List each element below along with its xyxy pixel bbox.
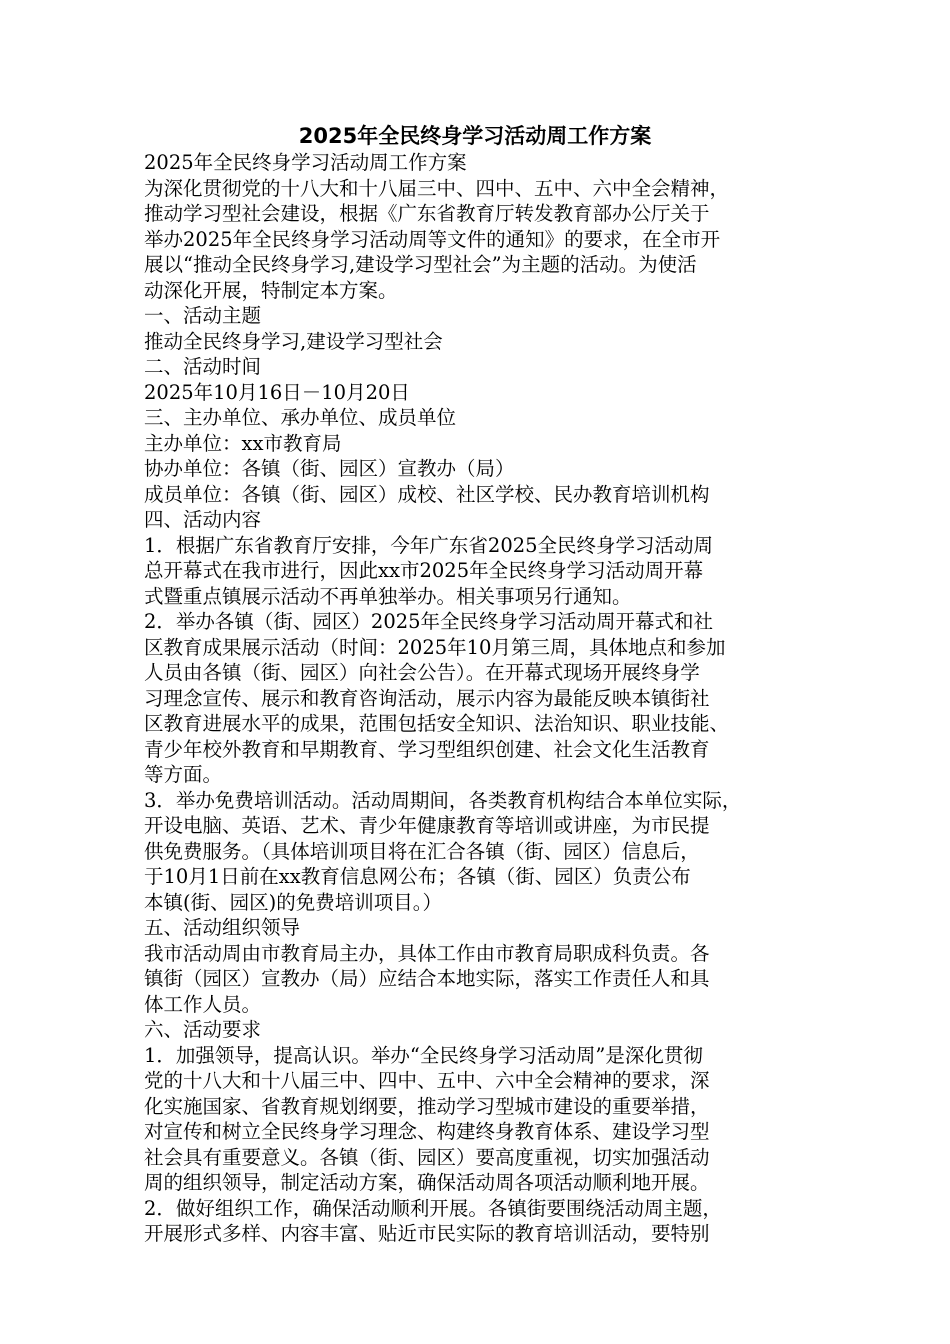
body-line: 镇街（园区）宣教办（局）应结合本地实际，落实工作责任人和具: [144, 967, 710, 990]
body-line: 2．举办各镇（街、园区）2025年全民终身学习活动周开幕式和社: [144, 610, 714, 633]
body-line: 党的十八大和十八届三中、四中、五中、六中全会精神的要求，深: [144, 1069, 710, 1092]
body-line: 三、主办单位、承办单位、成员单位: [144, 406, 457, 429]
body-line: 协办单位：各镇（街、园区）宣教办（局）: [144, 457, 515, 480]
body-line: 五、活动组织领导: [144, 916, 301, 939]
body-line: 推动全民终身学习,建设学习型社会: [144, 329, 443, 353]
body-line: 我市活动周由市教育局主办，具体工作由市教育局职成科负责。各: [144, 941, 710, 965]
body-line: 体工作人员。: [144, 992, 262, 1016]
body-line: 一、活动主题: [144, 304, 262, 327]
body-line: 区教育进展水平的成果，范围包括安全知识、法治知识、职业技能、: [144, 712, 730, 735]
body-line: 2025年10月16日－10月20日: [144, 380, 410, 404]
body-line: 于10月1日前在xx教育信息网公布；各镇（街、园区）负责公布: [144, 865, 691, 888]
body-line: 人员由各镇（街、园区）向社会公告）。在开幕式现场开展终身学: [144, 661, 700, 684]
body-line: 主办单位：xx市教育局: [144, 431, 342, 455]
body-line: 2025年全民终身学习活动周工作方案: [144, 151, 467, 174]
body-line: 2．做好组织工作，确保活动顺利开展。各镇街要围绕活动周主题，: [144, 1196, 722, 1220]
body-line: 式暨重点镇展示活动不再单独举办。相关事项另行通知。: [144, 584, 632, 608]
document-title: 2025年全民终身学习活动周工作方案: [298, 124, 652, 148]
body-line: 总开幕式在我市进行，因此xx市2025年全民终身学习活动周开幕: [144, 559, 704, 582]
body-line: 1．根据广东省教育厅安排，今年广东省2025全民终身学习活动周: [144, 533, 714, 557]
body-line: 化实施国家、省教育规划纲要，推动学习型城市建设的重要举措，: [144, 1094, 710, 1118]
body-line: 开展形式多样、内容丰富、贴近市民实际的教育培训活动，要特别: [144, 1222, 710, 1245]
body-line: 1．加强领导，提高认识。举办“全民终身学习活动周”是深化贯彻: [144, 1043, 703, 1067]
body-line: 展以“推动全民终身学习,建设学习型社会”为主题的活动。为使活: [144, 253, 697, 276]
body-line: 青少年校外教育和早期教育、学习型组织创建、社会文化生活教育: [144, 737, 710, 761]
body-line: 周的组织领导，制定活动方案，确保活动周各项活动顺利地开展。: [144, 1171, 710, 1194]
body-line: 为深化贯彻党的十八大和十八届三中、四中、五中、六中全会精神，: [144, 176, 730, 200]
document-body: [144, 150, 824, 1247]
body-line: 社会具有重要意义。各镇（街、园区）要高度重视，切实加强活动: [144, 1145, 710, 1169]
body-line: 开设电脑、英语、艺术、青少年健康教育等培训或讲座，为市民提: [144, 814, 710, 837]
body-line: 四、活动内容: [144, 508, 262, 531]
body-line: 对宣传和树立全民终身学习理念、构建终身教育体系、建设学习型: [144, 1120, 710, 1143]
body-line: 六、活动要求: [144, 1018, 262, 1041]
body-line: 3．举办免费培训活动。活动周期间，各类教育机构结合本单位实际，: [144, 788, 742, 812]
body-line: 等方面。: [144, 763, 223, 786]
body-line: 举办2025年全民终身学习活动周等文件的通知》的要求，在全市开: [144, 227, 721, 251]
body-line: 本镇(街、园区)的免费培训项目。）: [144, 890, 442, 914]
body-line: 动深化开展，特制定本方案。: [144, 278, 398, 302]
body-line: 成员单位：各镇（街、园区）成校、社区学校、民办教育培训机构: [144, 482, 710, 506]
body-line: 习理念宣传、展示和教育咨询活动，展示内容为最能反映本镇街社: [144, 686, 710, 710]
body-line: 区教育成果展示活动（时间：2025年10月第三周，具体地点和参加: [144, 635, 726, 659]
body-line: 二、活动时间: [144, 355, 262, 378]
body-line: 供免费服务。（具体培训项目将在汇合各镇（街、园区）信息后，: [144, 839, 700, 863]
body-line: 推动学习型社会建设，根据《广东省教育厅转发教育部办公厅关于: [144, 202, 710, 225]
